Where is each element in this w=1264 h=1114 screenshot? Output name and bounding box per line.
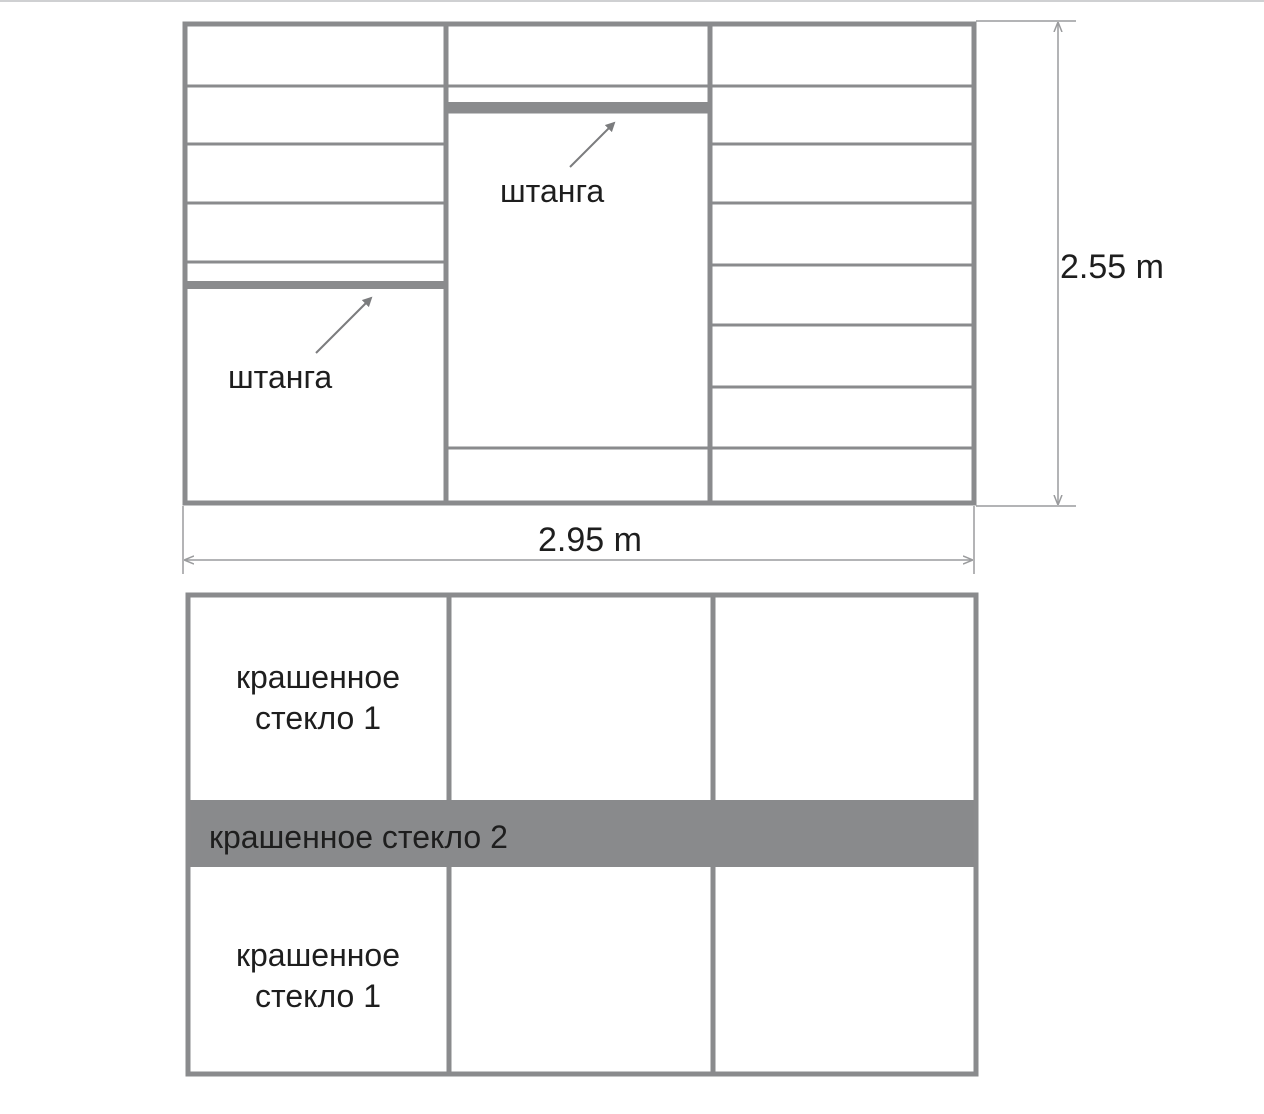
width-label: 2.95 m [538, 521, 642, 559]
middle-band-label: крашенное стекло 2 [209, 819, 508, 855]
rod-arrow-left [316, 298, 371, 353]
rod-label-left: штанга [228, 359, 333, 395]
door-bottom-left-label-line1: крашенное [236, 937, 400, 973]
middle-column-shelves [446, 86, 710, 448]
hanging-rod-left [186, 281, 444, 289]
door-top-left-label-line2: стекло 1 [255, 700, 381, 736]
hanging-rod-middle [448, 102, 708, 111]
left-column-shelves [185, 86, 446, 262]
door-bottom-left-label-line2: стекло 1 [255, 978, 381, 1014]
wardrobe-interior [185, 24, 974, 503]
right-column-shelves [710, 86, 974, 448]
rod-label-middle: штанга [500, 173, 605, 209]
height-label: 2.55 m [1060, 248, 1164, 286]
rod-arrow-middle [570, 123, 614, 167]
door-top-left-label-line1: крашенное [236, 659, 400, 695]
